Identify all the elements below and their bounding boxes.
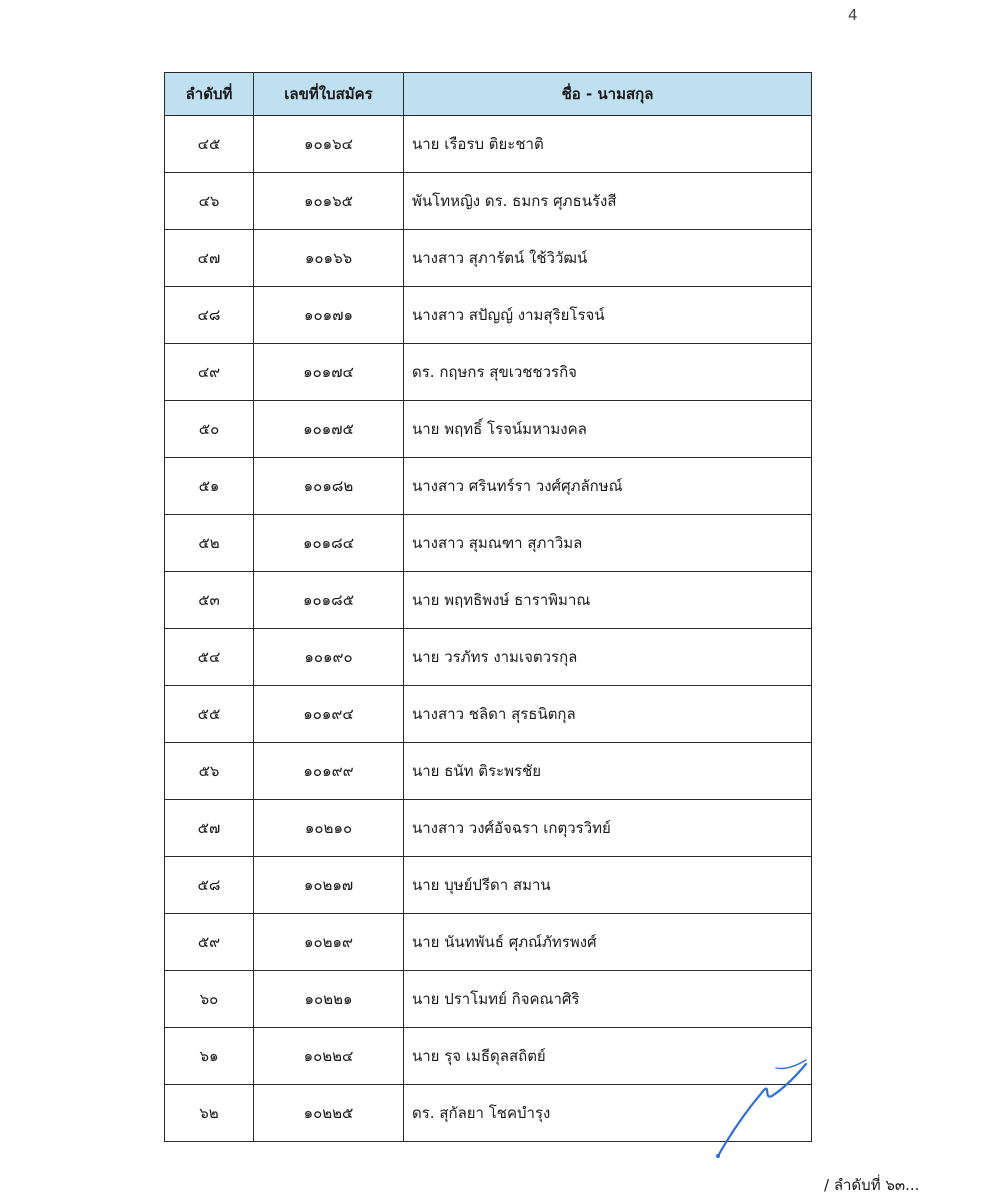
row-order: ๖๒ [165,1085,254,1142]
row-full-name: นางสาว ศรินทร์รา วงศ์ศุภลักษณ์ [404,458,812,515]
row-application-no: ๑๐๑๗๑ [254,287,404,344]
table-header-row [165,73,812,116]
row-application-no: ๑๐๑๖๕ [254,173,404,230]
table-row [165,515,812,572]
table-row [165,857,812,914]
table-row [165,173,812,230]
table-row [165,743,812,800]
row-full-name: พันโทหญิง ดร. ธมกร ศุภธนรังสี [404,173,812,230]
row-order: ๕๒ [165,515,254,572]
row-full-name: ดร. สุกัลยา โชคบำรุง [404,1085,812,1142]
row-order: ๕๐ [165,401,254,458]
header-order: ลำดับที่ [165,73,254,116]
row-order: ๔๘ [165,287,254,344]
header-full-name: ชื่อ - นามสกุล [404,73,812,116]
row-full-name: นาย พฤทธิ์ โรจน์มหามงคล [404,401,812,458]
table-row [165,914,812,971]
row-order: ๕๗ [165,800,254,857]
table-row [165,230,812,287]
row-application-no: ๑๐๑๘๒ [254,458,404,515]
row-order: ๕๑ [165,458,254,515]
row-order: ๔๖ [165,173,254,230]
row-order: ๖๐ [165,971,254,1028]
table-row [165,344,812,401]
row-full-name: นาย ธนัท ติระพรชัย [404,743,812,800]
row-application-no: ๑๐๒๒๑ [254,971,404,1028]
row-full-name: นาย บุษย์ปรีดา สมาน [404,857,812,914]
row-order: ๕๕ [165,686,254,743]
row-full-name: นางสาว วงศ์อัจฉรา เกตุวรวิทย์ [404,800,812,857]
table-row [165,116,812,173]
row-application-no: ๑๐๑๙๙ [254,743,404,800]
row-application-no: ๑๐๒๑๗ [254,857,404,914]
row-order: ๔๙ [165,344,254,401]
row-order: ๔๕ [165,116,254,173]
row-full-name: นาย วรภัทร งามเจตวรกุล [404,629,812,686]
table-row [165,971,812,1028]
row-full-name: นาย เรือรบ ติยะชาติ [404,116,812,173]
table-row [165,572,812,629]
header-application-no: เลขที่ใบสมัคร [254,73,404,116]
row-application-no: ๑๐๑๖๖ [254,230,404,287]
row-application-no: ๑๐๒๒๕ [254,1085,404,1142]
applicant-table [164,72,812,1142]
row-order: ๖๑ [165,1028,254,1085]
page-number: 4 [848,6,858,24]
row-application-no: ๑๐๒๑๙ [254,914,404,971]
table-body [165,116,812,1142]
row-application-no: ๑๐๑๘๔ [254,515,404,572]
row-full-name: นาย รุจ เมธีดุลสถิตย์ [404,1028,812,1085]
row-order: ๕๙ [165,914,254,971]
row-full-name: ดร. กฤษกร สุขเวชชวรกิจ [404,344,812,401]
row-order: ๕๓ [165,572,254,629]
table-row [165,287,812,344]
row-application-no: ๑๐๒๑๐ [254,800,404,857]
row-order: ๔๗ [165,230,254,287]
signature-mark [706,1052,818,1164]
row-order: ๕๘ [165,857,254,914]
table-row [165,800,812,857]
table-row [165,686,812,743]
table-row [165,458,812,515]
row-application-no: ๑๐๑๘๕ [254,572,404,629]
row-full-name: นาย นันทพันธ์ ศุภณ์ภัทรพงศ์ [404,914,812,971]
row-application-no: ๑๐๑๗๔ [254,344,404,401]
row-full-name: นางสาว ชลิดา สุรธนิตกุล [404,686,812,743]
row-full-name: นางสาว สปัญญ์ งามสุริยโรจน์ [404,287,812,344]
table-row [165,629,812,686]
table-header [165,73,812,116]
row-application-no: ๑๐๑๗๕ [254,401,404,458]
row-application-no: ๑๐๑๖๔ [254,116,404,173]
row-application-no: ๑๐๒๒๔ [254,1028,404,1085]
row-application-no: ๑๐๑๙๐ [254,629,404,686]
row-full-name: นาย ปราโมทย์ กิจคณาศิริ [404,971,812,1028]
continuation-note: / ลำดับที่ ๖๓... [824,1176,920,1194]
row-order: ๕๖ [165,743,254,800]
row-full-name: นางสาว สุมณฑา สุภาวิมล [404,515,812,572]
row-order: ๕๔ [165,629,254,686]
table-row [165,401,812,458]
row-full-name: นางสาว สุภารัตน์ ใช้วิวัฒน์ [404,230,812,287]
row-full-name: นาย พฤทธิพงษ์ ธาราพิมาณ [404,572,812,629]
row-application-no: ๑๐๑๙๔ [254,686,404,743]
